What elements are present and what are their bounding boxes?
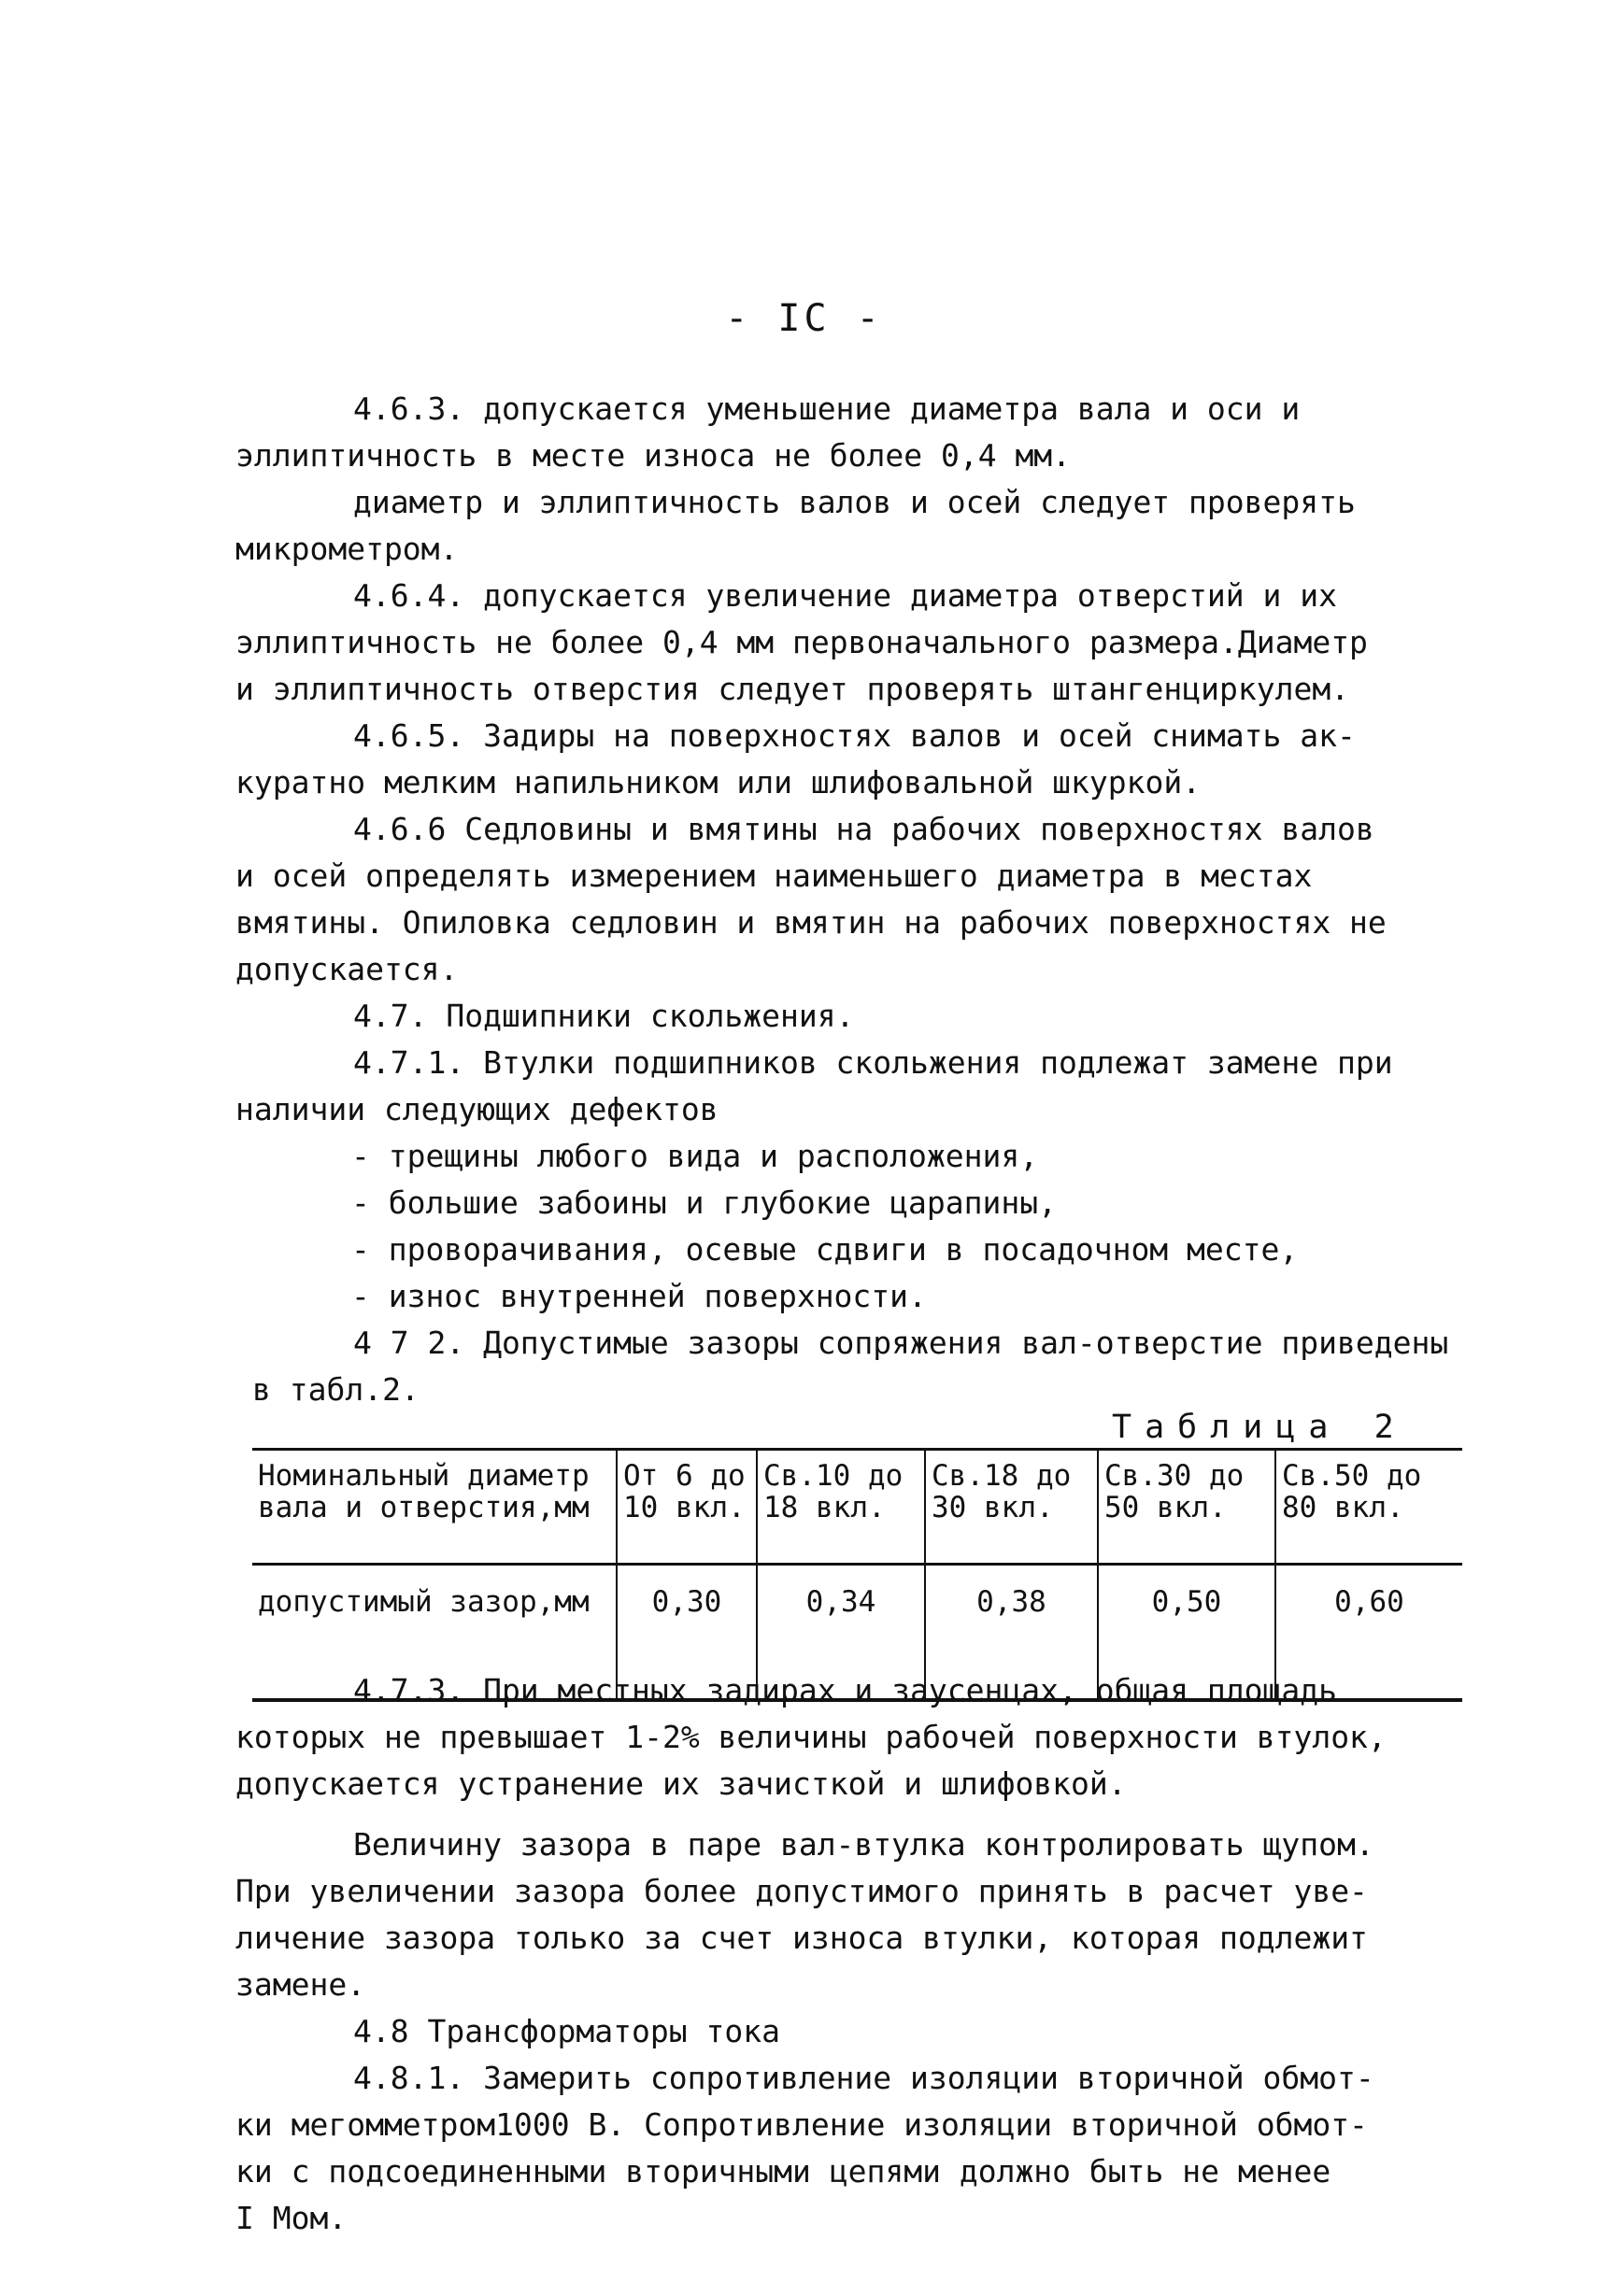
text-line: диаметр и эллиптичность валов и осей следует проверять — [353, 484, 1356, 520]
text-line: микрометром. — [235, 531, 459, 567]
text-line: в табл.2. — [252, 1371, 420, 1408]
table-header-cell: Св.10 до 18 вкл. — [757, 1450, 925, 1565]
list-item: - трещины любого вида и расположения, — [351, 1138, 1039, 1174]
text-line: вмятины. Опиловка седловин и вмятин на рабочих поверхностях не — [235, 904, 1387, 941]
text-line: и эллиптичность отверстия следует проверять штангенциркулем. — [235, 671, 1350, 707]
list-item: - износ внутренней поверхности. — [351, 1278, 927, 1314]
table-header-label: Номинальный диаметр вала и отверстия,мм — [252, 1450, 617, 1565]
text-line: 4.6.3. допускается уменьшение диаметра вала и оси и — [353, 390, 1301, 427]
text-line: допускается. — [235, 951, 459, 987]
text-line: ки с подсоединенными вторичными цепями должно быть не менее — [235, 2153, 1331, 2190]
table-cell: 0,34 — [757, 1565, 925, 1701]
table-cell: 0,30 — [617, 1565, 757, 1701]
table-header-cell: От 6 до 10 вкл. — [617, 1450, 757, 1565]
text-line: 4.6.5. Задиры на поверхностях валов и осей снимать ак- — [353, 717, 1356, 754]
list-item: - большие забоины и глубокие царапины, — [351, 1184, 1057, 1221]
clearance-table — [252, 1448, 1462, 1702]
table-header-cell: Св.50 до 80 вкл. — [1275, 1450, 1462, 1565]
table-cell: 0,60 — [1275, 1565, 1462, 1701]
text-line: Величину зазора в паре вал-втулка контролировать щупом. — [353, 1826, 1374, 1863]
text-line: I Мом. — [235, 2200, 348, 2236]
text-line: которых не превышает 1-2% величины рабочей поверхности втулок, — [235, 1719, 1387, 1755]
text-line: и осей определять измерением наименьшего диаметра в местах — [235, 857, 1313, 894]
table-header-cell: Св.30 до 50 вкл. — [1098, 1450, 1275, 1565]
table-header-cell: Св.18 до 30 вкл. — [925, 1450, 1098, 1565]
text-line: ки мегомметром1000 В. Сопротивление изоляции вторичной обмот- — [235, 2106, 1368, 2143]
text-line: 4.6.4. допускается увеличение диаметра отверстий и их — [353, 577, 1337, 614]
text-line: куратно мелким напильником или шлифовальной шкуркой. — [235, 764, 1202, 801]
table-cell: 0,50 — [1098, 1565, 1275, 1701]
section-heading: 4.8 Трансформаторы тока — [353, 2013, 780, 2049]
list-item: - проворачивания, осевые сдвиги в посадочном месте, — [351, 1231, 1299, 1268]
page-number: - IC - — [725, 297, 883, 340]
text-line: замене. — [235, 1966, 366, 2003]
table-caption: Таблица 2 — [1112, 1409, 1407, 1446]
table-row-label: допустимый зазор,мм — [252, 1565, 617, 1701]
text-line: 4 7 2. Допустимые зазоры сопряжения вал-отверстие приведены — [353, 1325, 1449, 1361]
text-line: 4.8.1. Замерить сопротивление изоляции вторичной обмот- — [353, 2060, 1374, 2096]
text-line: 4.7.3. При местных задирах и заусенцах, общая площадь — [353, 1672, 1337, 1708]
table-cell: 0,38 — [925, 1565, 1098, 1701]
text-line: личение зазора только за счет износа втулки, которая подлежит — [235, 1920, 1368, 1956]
section-heading: 4.7. Подшипники скольжения. — [353, 998, 855, 1034]
text-line: наличии следующих дефектов — [235, 1091, 719, 1127]
text-line: 4.6.6 Седловины и вмятины на рабочих поверхностях валов — [353, 811, 1374, 847]
text-line: При увеличении зазора более допустимого принять в расчет уве- — [235, 1873, 1368, 1909]
table-header-row — [252, 1450, 1462, 1565]
text-line: эллиптичность в месте износа не более 0,4 мм. — [235, 437, 1072, 474]
text-line: 4.7.1. Втулки подшипников скольжения подлежат замене при — [353, 1044, 1393, 1081]
text-line: эллиптичность не более 0,4 мм первоначального размера.Диаметр — [235, 624, 1368, 660]
text-line: допускается устранение их зачисткой и шлифовкой. — [235, 1765, 1127, 1802]
